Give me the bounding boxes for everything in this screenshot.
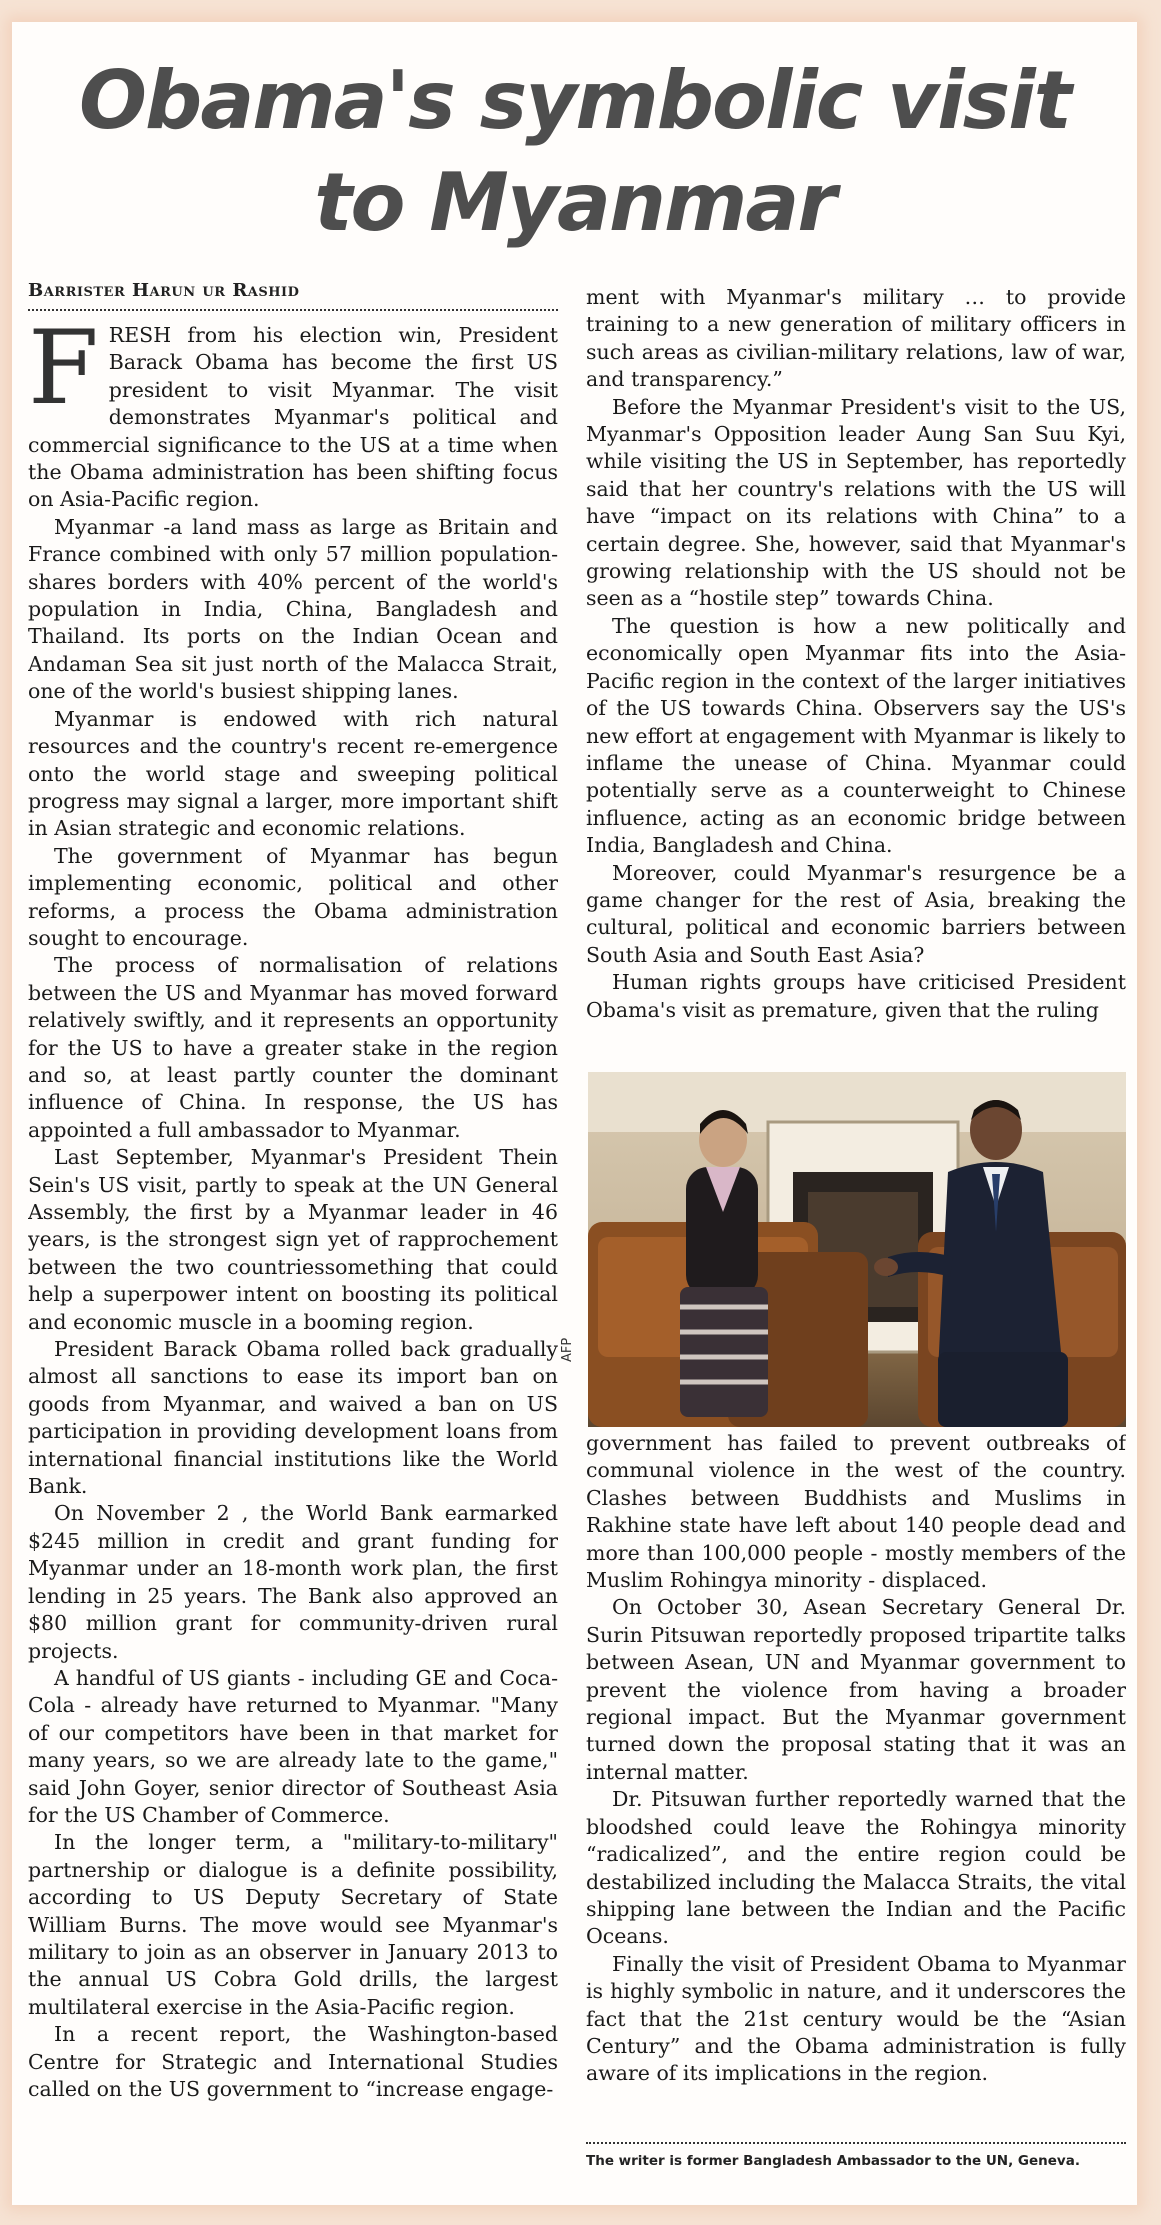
left-column — [28, 322, 558, 2202]
paragraph: President Barack Obama rolled back gradually almost all sanctions to ease its import ban on goods from Myanmar, and waived a ban on US participation in providing development loans from international financial institutions like the World Bank. — [28, 1337, 558, 1499]
author-footnote: The writer is former Bangladesh Ambassador to the UN, Geneva. — [586, 2142, 1126, 2171]
paragraph: Before the Myanmar President's visit to the US, Myanmar's Opposition leader Aung San Suu Kyi, while visiting the US in September, has reportedly said that her country's relations with the US will have “impact on its relations with China” to a certain degree. She, however, said that Myanmar's growing relationship with the US should not be seen as a “hostile step” towards China. — [586, 394, 1126, 611]
right-column-bottom — [586, 1430, 1126, 2150]
paragraph: Finally the visit of President Obama to Myanmar is highly symbolic in nature, and it underscores the fact that the 21st century would be the “Asian Century” and the Obama administration is fully aware of its implications in the region. — [586, 1951, 1126, 2086]
paragraph: A handful of US giants - including GE and Coca-Cola - already have returned to Myanmar. "Many of our competitors have been in that market for many years, so we are already late to the game," said John Goyer, senior director of Southeast Asia for the US Chamber of Commerce. — [28, 1665, 558, 1827]
paragraph: The question is how a new politically and economically open Myanmar fits into the Asia-Pacific region in the context of the larger initiatives of the US towards China. Observers say the US's new effort at engagement with Myanmar is likely to inflame the unease of China. Myanmar could potentially serve as a counterweight to Chinese influence, acting as an economic bridge between India, Bangladesh and China. — [586, 613, 1126, 858]
photo-credit: AFP — [560, 1337, 575, 1362]
headline-line-2: to Myanmar — [314, 156, 835, 249]
byline: Barrister Harun ur Rashid — [28, 280, 558, 311]
headline-line-1: Obama's symbolic visit — [79, 54, 1070, 147]
paragraph: Myanmar -a land mass as large as Britain and France combined with only 57 million population- shares borders with 40% percent of the world's population in India, China, Bangladesh and Thailand. Its ports on the Indian Ocean and Andaman Sea sit just north of the Malacca Strait, one of the world's busiest shipping lanes. — [28, 514, 558, 704]
paragraph: On November 2 , the World Bank earmarked $245 million in credit and grant funding for Myanmar under an 18-month work plan, the first lending in 25 years. The Bank also approved an $80 million grant for community-driven rural projects. — [28, 1501, 558, 1663]
right-column-top — [586, 284, 1126, 1056]
paragraph: In the longer term, a "military-to-military" partnership or dialogue is a definite possibility, according to US Deputy Secretary of State William Burns. The move would see Myanmar's military to join as an observer in January 2013 to the annual US Cobra Gold drills, the largest multilateral exercise in the Asia-Pacific region. — [28, 1830, 558, 2019]
paragraph: Myanmar is endowed with rich natural resources and the country's recent re-emergence onto the world stage and sweeping political progress may signal a larger, more important shift in Asian strategic and economic relations. — [28, 706, 558, 841]
drop-cap: F — [28, 322, 99, 428]
paragraph: Dr. Pitsuwan further reportedly warned that the bloodshed could leave the Rohingya minority “radicalized”, and the entire region could be destabilized including the Malacca Straits, the vital shipping lane between the Indian and the Pacific Oceans. — [586, 1787, 1126, 1949]
paragraph: ment with Myanmar's military … to provide training to a new generation of military officers in such areas as civilian-military relations, law of war, and transparency.” — [586, 285, 1126, 392]
paragraph: In a recent report, the Washington-based Centre for Strategic and International Studies called on the US government to “increase engage- — [28, 2022, 558, 2101]
paragraph: Human rights groups have criticised President Obama's visit as premature, given that the ruling — [586, 970, 1126, 1022]
paragraph: Last September, Myanmar's President Thein Sein's US visit, partly to speak at the UN General Assembly, the first by a Myanmar leader in 46 years, is the strongest sign yet of rapprochement between the two countriessomething that could help a superpower intent on boosting its political and economic muscle in a booming region. — [28, 1145, 558, 1334]
news-photo — [588, 1072, 1126, 1427]
photo-illustration — [588, 1072, 1126, 1427]
paragraph: The process of normalisation of relations between the US and Myanmar has moved forward relatively swiftly, and it represents an opportunity for the US to have a greater stake in the region and so, at least partly counter the dominant influence of China. In response, the US has appointed a full ambassador to Myanmar. — [28, 953, 558, 1142]
headline — [12, 50, 1137, 254]
paragraph: FRESH from his election win, President Barack Obama has become the first US president to visit Myanmar. The visit demonstrates Myanmar's political and commercial significance to the US at a time when the Obama administration has been shifting focus on Asia-Pacific region. — [28, 322, 558, 512]
newspaper-clipping — [12, 22, 1137, 2205]
paragraph: government has failed to prevent outbreaks of communal violence in the west of the country. Clashes between Buddhists and Muslims in Rakhine state have left about 140 people dead and more than 100,000 people - mostly members of the Muslim Rohingya minority - displaced. — [586, 1431, 1126, 1593]
paragraph: The government of Myanmar has begun implementing economic, political and other reforms, a process the Obama administration sought to encourage. — [28, 843, 558, 950]
paragraph: On October 30, Asean Secretary General Dr. Surin Pitsuwan reportedly proposed tripartite talks between Asean, UN and Myanmar government to prevent the violence from having a broader regional impact. But the Myanmar government turned down the proposal stating that it was an internal matter. — [586, 1595, 1126, 1784]
paragraph: Moreover, could Myanmar's resurgence be a game changer for the rest of Asia, breaking the cultural, political and economic barriers between South Asia and South East Asia? — [586, 860, 1126, 967]
